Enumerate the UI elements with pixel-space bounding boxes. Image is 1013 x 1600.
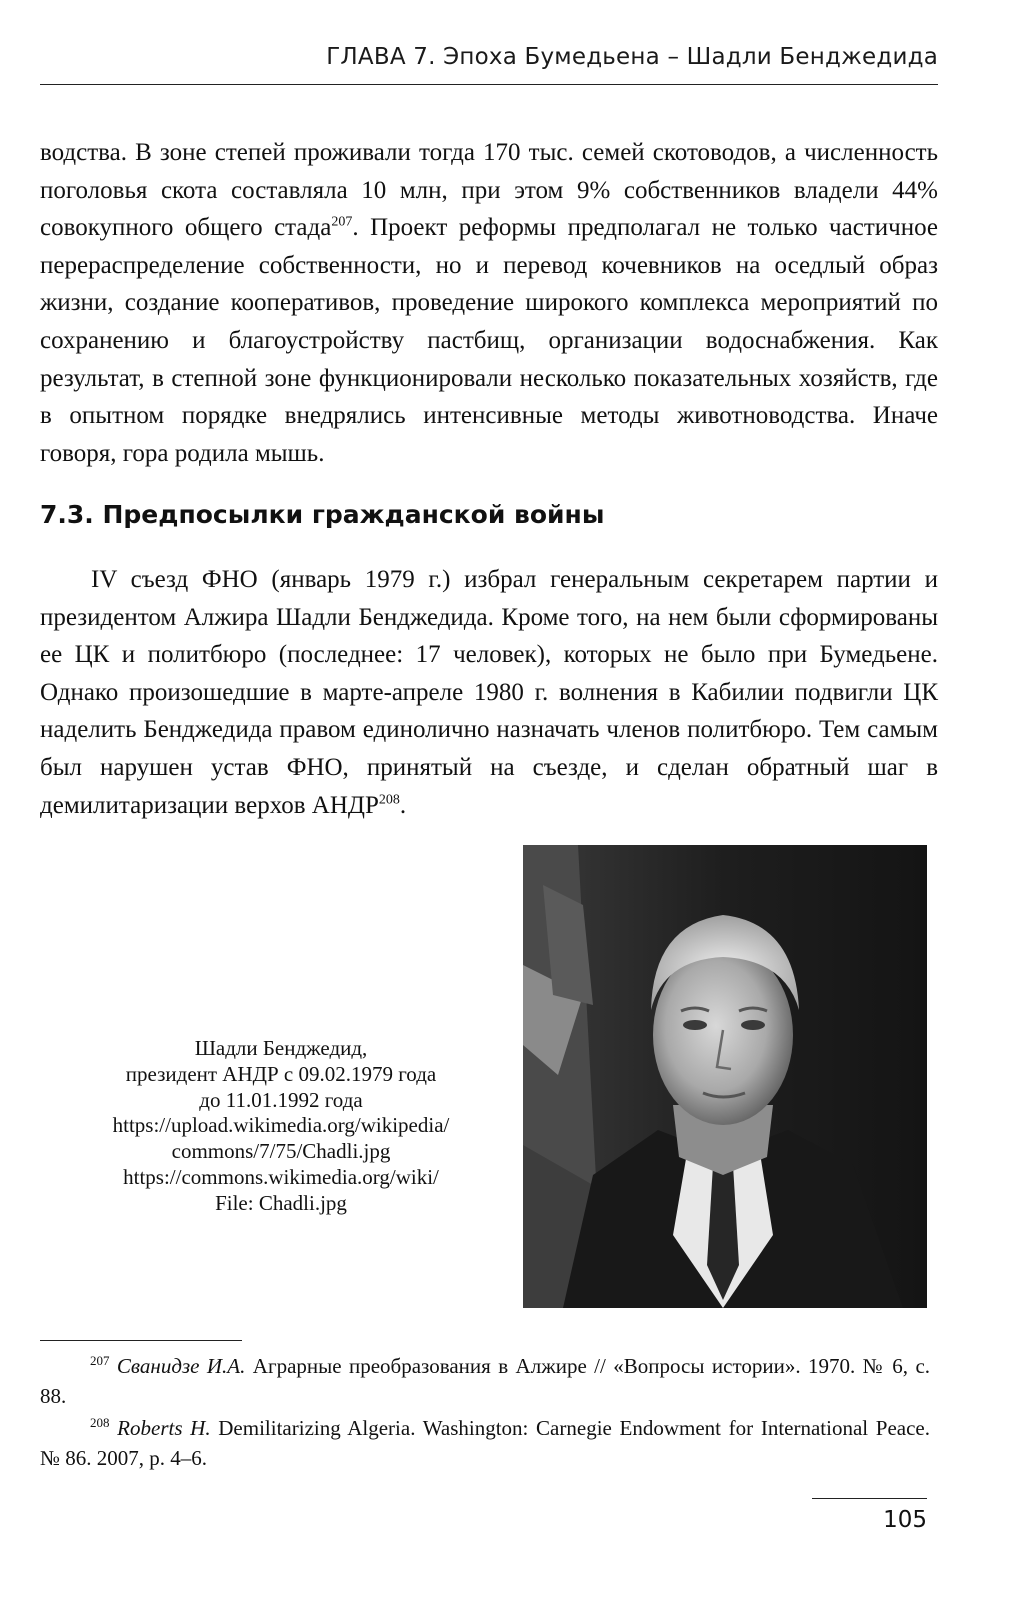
paragraph-text: .: [399, 791, 407, 819]
footnote-author: Сванидзе И.А.: [116, 1354, 246, 1378]
caption-url-line: https://commons.wikimedia.org/wiki/: [123, 1164, 439, 1189]
header-rule: [40, 84, 938, 85]
paragraph-text: . Проект реформы предполагал не только частичное перераспределение собственности, но и перевод кочевников на оседлый образ жизни, создание кооперативов, проведение широкого комплекса мероприятий по сохранению и благоустройству пастбищ, организации водоснабжения. Как результат, в степной зоне функционировали несколько показательных хозяйств, где в опытном порядке внедрялись интенсивные методы животноводства. Иначе говоря, гора родила мышь.: [40, 214, 938, 467]
section-heading: 7.3. Предпосылки гражданской войны: [40, 500, 605, 529]
footnote-author: Roberts H.: [117, 1416, 211, 1440]
footnote-text: Demilitarizing Algeria. Washington: Carnegie Endowment for International Peace. № 86. 2007, p. 4–6.: [40, 1416, 931, 1470]
caption-line: Шадли Бенджедид,: [194, 1036, 368, 1060]
caption-url-line: File: Chadli.jpg: [215, 1190, 347, 1215]
page-number: 105: [883, 1507, 927, 1533]
footnote-ref-208[interactable]: 208: [378, 792, 400, 808]
caption-line: до 11.01.1992 года: [199, 1087, 363, 1112]
body-paragraph-1: [40, 134, 938, 472]
caption-url-line: commons/7/75/Chadli.jpg: [171, 1139, 391, 1164]
paragraph-text: IV съезд ФНО (январь 1979 г.) избрал генеральным секретарем партии и президентом Алжира Шадли Бенджедида. Кроме того, на нем были сформированы ее ЦК и политбюро (последнее: 17 человек), которых не было при Бумедьене. Однако произошедшие в марте-апреле 1980 г. волнения в Кабилии подвигли ЦК наделить Бенджедида правом единолично назначать членов политбюро. Тем самым был нарушен устав ФНО, принятый на съезде, и сделан обратный шаг в демилитаризации верхов АНДР: [40, 566, 938, 819]
footnotes: [40, 1351, 930, 1475]
footnote-208: [40, 1413, 930, 1473]
footnote-rule: [40, 1340, 242, 1341]
running-head: ГЛАВА 7. Эпоха Бумедьена – Шадли Бенджедида: [326, 44, 938, 70]
footnote-number: 208: [90, 1415, 110, 1430]
caption-line: президент АНДР с 09.02.1979 года: [125, 1061, 437, 1086]
portrait-photo: [523, 845, 927, 1308]
paragraph-text: водства. В зоне степей проживали тогда 170 тыс. семей скотоводов, а численность поголовья скота составляла 10 млн, при этом 9% собственников владели 44% совокупного общего стада: [40, 139, 938, 242]
footnote-207: [40, 1351, 930, 1411]
caption-url-line: https://upload.wikimedia.org/wikipedia/: [112, 1113, 450, 1138]
footnote-text: Аграрные преобразования в Алжире // «Вопросы истории». 1970. № 6, с. 88.: [40, 1354, 931, 1408]
footnote-number: 207: [90, 1353, 110, 1368]
page-number-rule: [812, 1498, 927, 1499]
body-paragraph-2: [40, 561, 938, 824]
figure-caption: [40, 1036, 522, 1217]
footnote-ref-207[interactable]: 207: [331, 214, 353, 230]
